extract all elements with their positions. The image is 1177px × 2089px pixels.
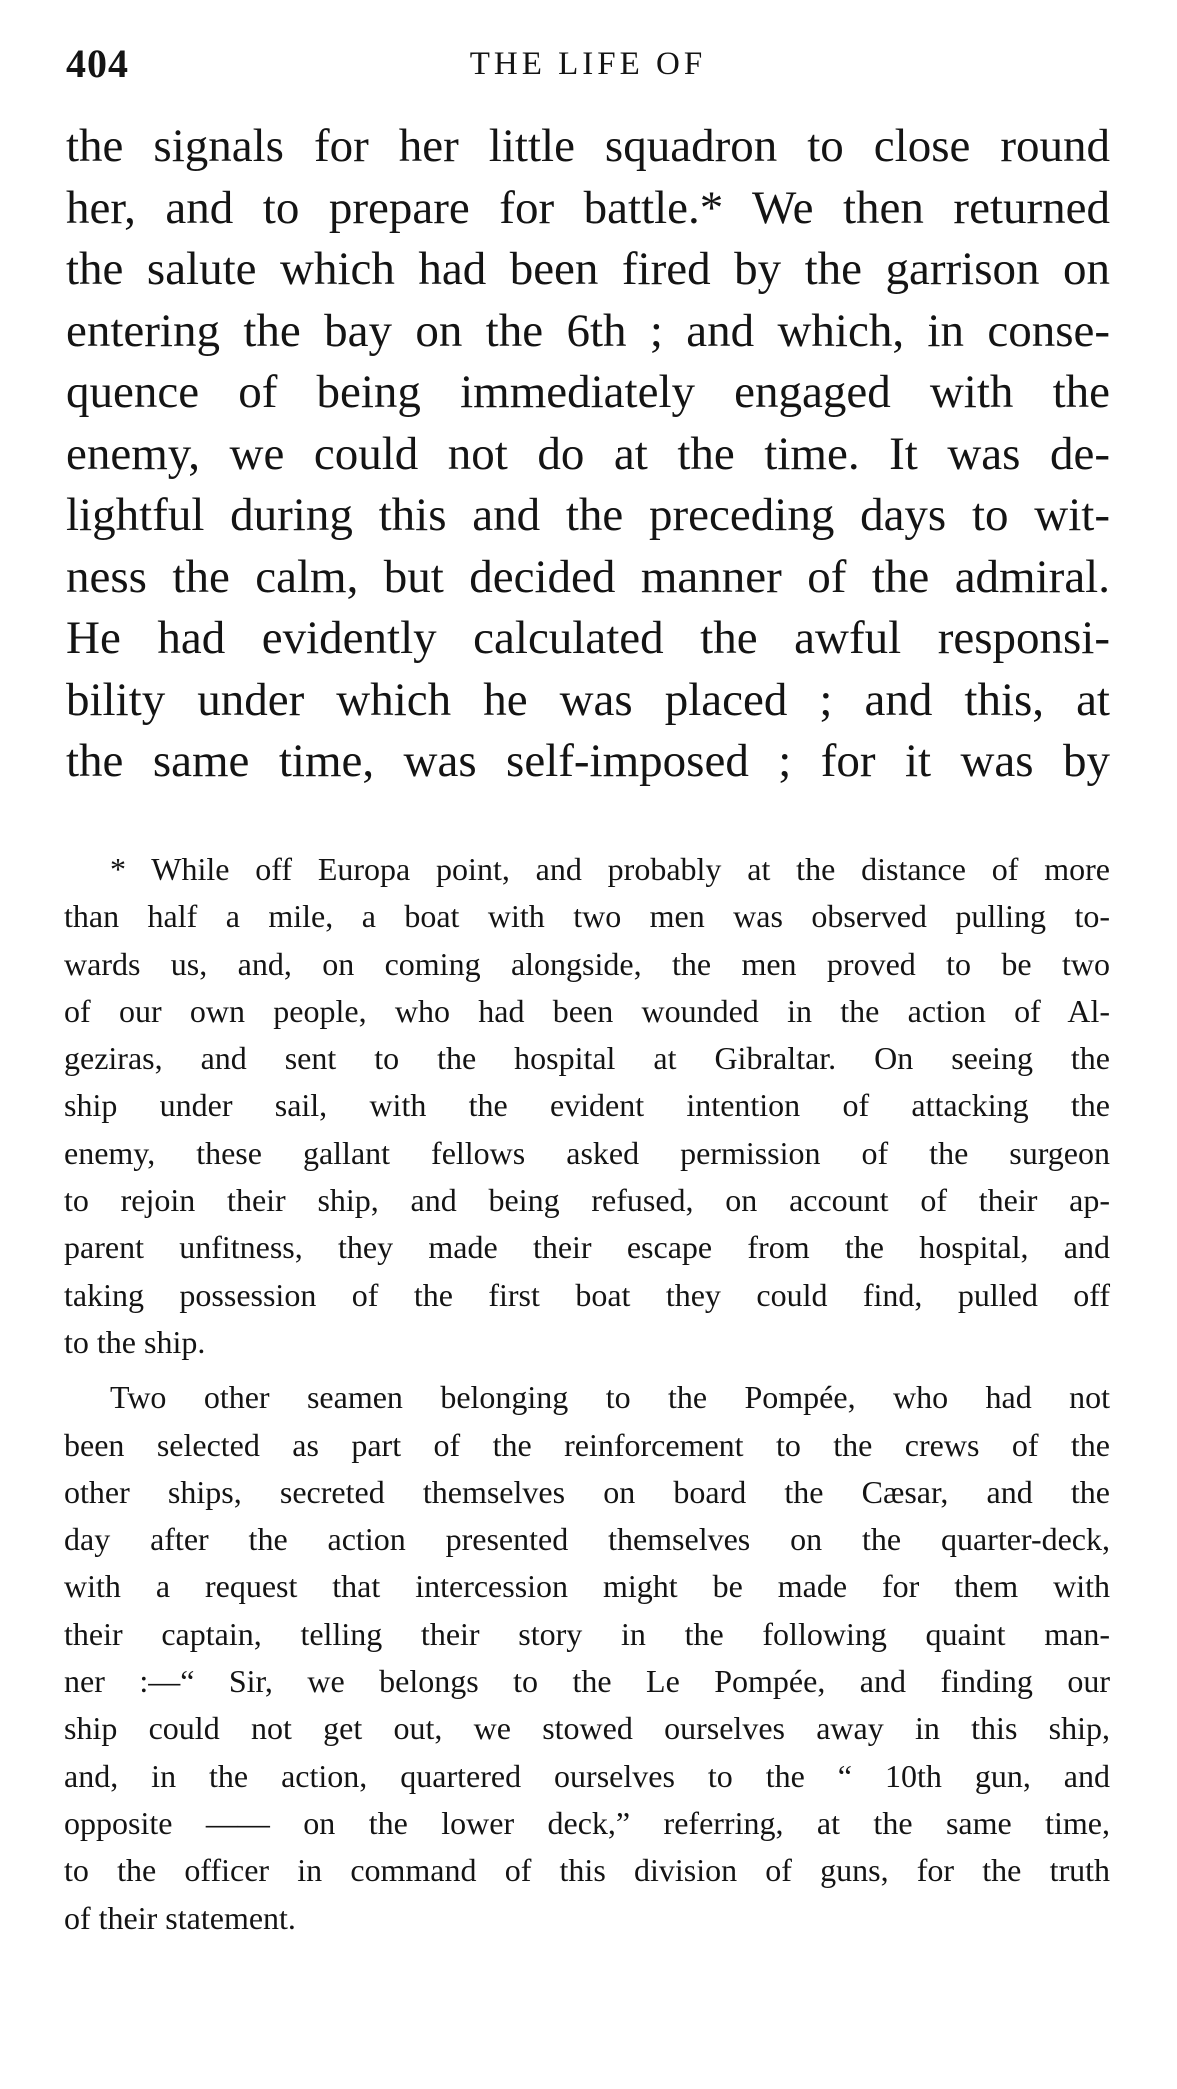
running-head: THE LIFE OF — [469, 46, 707, 82]
footnote-line: of their statement. — [64, 1899, 296, 1936]
footnote-line: their captain, telling their story in the following quaint man- — [64, 1615, 1110, 1652]
footnote-line: ner :—“ Sir, we belongs to the Le Pompée, and finding our — [64, 1663, 1110, 1700]
main-text-line: the same time, was self-imposed ; for it was by — [66, 735, 1110, 787]
footnote-line: other ships, secreted themselves on board the Cæsar, and the — [64, 1473, 1110, 1510]
footnote-line: than half a mile, a boat with two men was observed pulling to- — [64, 898, 1110, 935]
footnote-line: to the ship. — [64, 1323, 206, 1360]
footnote-line: ship could not get out, we stowed ourselves away in this ship, — [64, 1710, 1110, 1747]
footnote-line: ship under sail, with the evident intention of attacking the — [64, 1087, 1110, 1124]
main-text-line: the salute which had been fired by the garrison on — [66, 243, 1110, 295]
footnote-line: of our own people, who had been wounded in the action of Al- — [64, 992, 1110, 1029]
main-text-line: ness the calm, but decided manner of the admiral. — [66, 550, 1110, 603]
footnote-line: geziras, and sent to the hospital at Gibraltar. On seeing the — [64, 1040, 1110, 1077]
main-text-line: the signals for her little squadron to close round — [66, 120, 1110, 172]
footnote-line: parent unfitness, they made their escape from the hospital, and — [64, 1229, 1110, 1266]
main-text-line: quence of being immediately engaged with the — [66, 366, 1110, 418]
footnote-line: Two other seamen belonging to the Pompée, who had not — [110, 1379, 1110, 1416]
footnote-line: to rejoin their ship, and being refused, on account of their ap- — [64, 1182, 1110, 1219]
footnote-line: with a request that intercession might be made for them with — [64, 1568, 1110, 1605]
footnote-first — [64, 846, 1110, 1366]
main-text-block — [66, 116, 1110, 793]
footnote-line: to the officer in command of this division of guns, for the truth — [64, 1852, 1110, 1889]
main-text-line: lightful during this and the preceding days to wit- — [66, 489, 1110, 541]
main-text-line: bility under which he was placed ; and this, at — [66, 673, 1110, 726]
footnote-line: opposite —— on the lower deck,” referring, at the same time, — [64, 1804, 1110, 1841]
footnote-line: wards us, and, on coming alongside, the men proved to be two — [64, 945, 1110, 982]
footnote-line: enemy, these gallant fellows asked permission of the surgeon — [64, 1134, 1110, 1171]
main-text-line: He had evidently calculated the awful responsi- — [66, 612, 1110, 664]
page-header — [66, 40, 1110, 90]
footnote-line: taking possession of the first boat they could find, pulled off — [64, 1276, 1110, 1313]
footnote-second — [64, 1374, 1110, 1942]
footnote-line: and, in the action, quartered ourselves to the “ 10th gun, and — [64, 1757, 1110, 1794]
main-text-line: entering the bay on the 6th ; and which, in conse- — [66, 304, 1110, 357]
main-text-line: her, and to prepare for battle.* We then returned — [66, 181, 1110, 234]
page-number: 404 — [66, 41, 129, 86]
footnote-line: * While off Europa point, and probably at the distance of more — [110, 851, 1110, 887]
footnote-line: been selected as part of the reinforcement to the crews of the — [64, 1426, 1110, 1463]
footnote-line: day after the action presented themselves on the quarter-deck, — [64, 1521, 1110, 1558]
footnotes — [64, 846, 1110, 1942]
main-text-line: enemy, we could not do at the time. It was de- — [66, 427, 1110, 480]
